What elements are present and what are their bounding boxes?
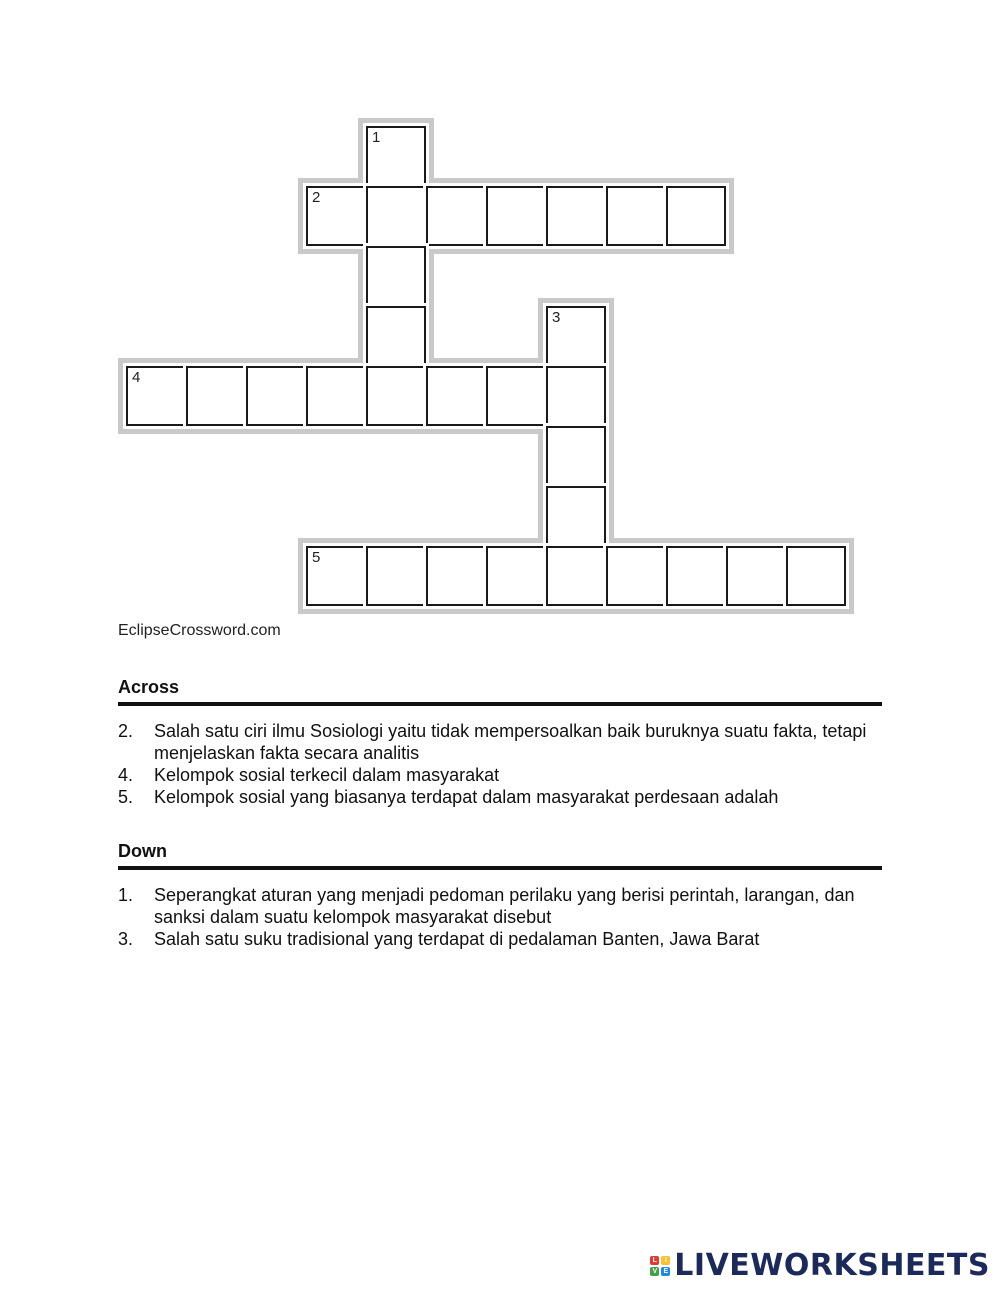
crossword-cell[interactable] xyxy=(306,186,366,246)
crossword-cell[interactable] xyxy=(546,306,606,366)
logo-mark-l: L xyxy=(650,1256,659,1265)
crossword-cell[interactable] xyxy=(546,366,606,426)
crossword-cell[interactable] xyxy=(426,546,486,606)
logo-mark-e: E xyxy=(661,1267,670,1276)
clue-item xyxy=(118,720,882,764)
across-clue-list xyxy=(118,720,882,808)
clue-text: Salah satu suku tradisional yang terdapat di pedalaman Banten, Jawa Barat xyxy=(154,929,760,949)
crossword-cell[interactable] xyxy=(426,186,486,246)
clue-number: 3. xyxy=(118,929,134,949)
cell-number: 1 xyxy=(372,129,381,146)
crossword-cell[interactable] xyxy=(606,546,666,606)
crossword-cell[interactable] xyxy=(486,366,546,426)
crossword-cell[interactable] xyxy=(126,366,186,426)
logo-mark-icon xyxy=(650,1256,670,1276)
logo-mark-i: I xyxy=(661,1256,670,1265)
clue-text: Kelompok sosial terkecil dalam masyarakat xyxy=(154,765,500,785)
cell-number: 5 xyxy=(312,549,321,566)
cell-number: 4 xyxy=(132,369,141,386)
crossword-grid xyxy=(0,0,1000,620)
clue-number: 4. xyxy=(118,765,134,785)
down-clue-list xyxy=(118,884,882,950)
down-section xyxy=(118,841,882,950)
crossword-cell[interactable] xyxy=(486,546,546,606)
clue-item xyxy=(118,764,882,786)
crossword-cell[interactable] xyxy=(546,546,606,606)
credit-text: EclipseCrossword.com xyxy=(118,622,281,639)
clue-text: Seperangkat aturan yang menjadi pedoman perilaku yang berisi perintah, larangan, dan sanksi dalam suatu kelompok masyarakat disebut xyxy=(154,885,855,927)
clue-number: 5. xyxy=(118,787,134,807)
crossword-cell[interactable] xyxy=(366,126,426,186)
crossword-cell[interactable] xyxy=(366,246,426,306)
crossword-cell[interactable] xyxy=(426,366,486,426)
across-section xyxy=(118,677,882,808)
crossword-cell[interactable] xyxy=(366,546,426,606)
crossword-cell[interactable] xyxy=(666,186,726,246)
crossword-cell[interactable] xyxy=(366,366,426,426)
crossword-cell[interactable] xyxy=(366,306,426,366)
crossword-cell[interactable] xyxy=(546,426,606,486)
down-heading: Down xyxy=(118,841,882,870)
liveworksheets-logo xyxy=(650,1248,990,1283)
crossword-cell[interactable] xyxy=(246,366,306,426)
crossword-cell[interactable] xyxy=(486,186,546,246)
crossword-cell[interactable] xyxy=(786,546,846,606)
clue-item xyxy=(118,928,882,950)
crossword-cell[interactable] xyxy=(726,546,786,606)
crossword-cell[interactable] xyxy=(306,546,366,606)
crossword-cell[interactable] xyxy=(606,186,666,246)
clue-item xyxy=(118,884,882,928)
cell-number: 2 xyxy=(312,189,321,206)
crossword-cell[interactable] xyxy=(666,546,726,606)
crossword-cell[interactable] xyxy=(546,186,606,246)
cell-number: 3 xyxy=(552,309,561,326)
clue-text: Kelompok sosial yang biasanya terdapat dalam masyarakat perdesaan adalah xyxy=(154,787,779,807)
clue-text: Salah satu ciri ilmu Sosiologi yaitu tidak mempersoalkan baik buruknya suatu fakta, tetapi menjelaskan fakta secara analitis xyxy=(154,721,867,763)
crossword-cell[interactable] xyxy=(546,486,606,546)
crossword-cell[interactable] xyxy=(366,186,426,246)
clue-item xyxy=(118,786,882,808)
crossword-cell[interactable] xyxy=(186,366,246,426)
crossword-cell[interactable] xyxy=(306,366,366,426)
clue-number: 1. xyxy=(118,885,134,905)
logo-mark-v: V xyxy=(650,1267,659,1276)
across-heading: Across xyxy=(118,677,882,706)
clue-number: 2. xyxy=(118,721,134,741)
logo-text: LIVEWORKSHEETS xyxy=(674,1248,990,1283)
